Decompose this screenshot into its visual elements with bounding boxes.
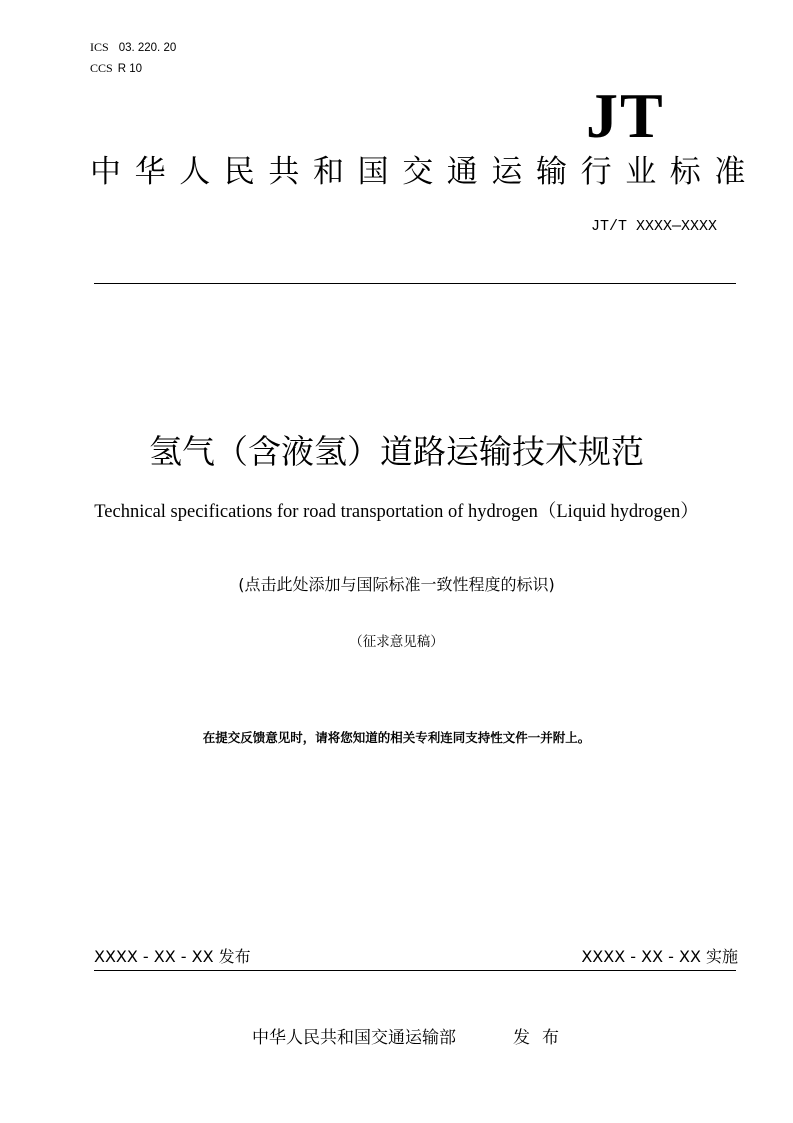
implement-date: XXXX - XX - XX 实施 (581, 947, 738, 966)
ics-code: 03. 220. 20 (118, 42, 177, 54)
consistency-note[interactable]: (点击此处添加与国际标准一致性程度的标识) (238, 575, 555, 594)
ccs-classification (90, 61, 142, 76)
ccs-label: CCS (90, 61, 113, 75)
issuing-authority: 中华人民共和国交通运输部 (252, 1028, 456, 1048)
ics-classification (90, 40, 176, 55)
footer-divider (94, 970, 736, 971)
document-title-chinese: 氢气（含液氢）道路运输技术规范 (149, 432, 644, 471)
patent-notice: 在提交反馈意见时，请将您知道的相关专利连同支持性文件一并附上。 (202, 730, 591, 745)
ccs-code: R 10 (117, 63, 142, 75)
header-divider (94, 283, 736, 284)
ics-label: ICS (90, 40, 109, 54)
issue-word: 发布 (513, 1028, 571, 1048)
draft-status: （征求意见稿） (349, 634, 444, 650)
standard-category-title: 中华人民共和国交通运输行业标准 (90, 154, 759, 190)
standard-number: JT/T XXXX—XXXX (590, 218, 717, 235)
jt-logo: JT (586, 80, 665, 151)
publish-date: XXXX - XX - XX 发布 (94, 947, 251, 966)
document-title-english: Technical specifications for road transportation of hydrogen（Liquid hydrogen） (94, 502, 699, 522)
